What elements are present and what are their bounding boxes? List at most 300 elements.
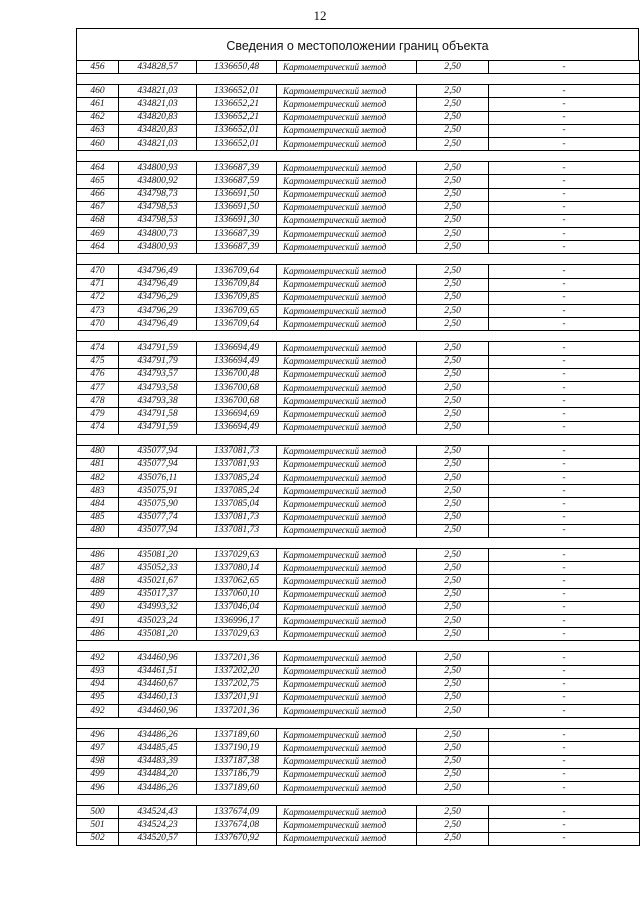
accuracy-cell: 2,50 <box>417 85 489 98</box>
table-row <box>77 729 640 742</box>
y-coordinate-cell: 1337085,24 <box>197 472 277 485</box>
y-coordinate-cell: 1337201,91 <box>197 691 277 704</box>
y-coordinate-cell: 1336687,59 <box>197 175 277 188</box>
x-coordinate-cell: 434486,26 <box>119 782 197 795</box>
description-cell: - <box>489 628 640 641</box>
point-number-cell: 480 <box>77 445 119 458</box>
point-number-cell: 478 <box>77 395 119 408</box>
accuracy-cell: 2,50 <box>417 318 489 331</box>
table-row <box>77 691 640 704</box>
method-cell: Картометрический метод <box>277 368 417 381</box>
description-cell: - <box>489 408 640 421</box>
accuracy-cell: 2,50 <box>417 408 489 421</box>
group-separator <box>77 641 640 652</box>
description-cell: - <box>489 395 640 408</box>
table-row <box>77 705 640 718</box>
table-row <box>77 201 640 214</box>
description-cell: - <box>489 228 640 241</box>
description-cell: - <box>489 188 640 201</box>
method-cell: Картометрический метод <box>277 188 417 201</box>
table-title: Сведения о местоположении границ объекта <box>76 28 639 60</box>
description-cell: - <box>489 265 640 278</box>
method-cell: Картометрический метод <box>277 214 417 227</box>
x-coordinate-cell: 434821,03 <box>119 137 197 150</box>
accuracy-cell: 2,50 <box>417 137 489 150</box>
method-cell: Картометрический метод <box>277 705 417 718</box>
y-coordinate-cell: 1337081,73 <box>197 524 277 537</box>
table-row <box>77 408 640 421</box>
point-number-cell: 501 <box>77 819 119 832</box>
description-cell: - <box>489 61 640 74</box>
table-row <box>77 318 640 331</box>
description-cell: - <box>489 85 640 98</box>
x-coordinate-cell: 434793,58 <box>119 381 197 394</box>
method-cell: Картометрический метод <box>277 381 417 394</box>
point-number-cell: 467 <box>77 201 119 214</box>
accuracy-cell: 2,50 <box>417 819 489 832</box>
accuracy-cell: 2,50 <box>417 162 489 175</box>
table-row <box>77 278 640 291</box>
accuracy-cell: 2,50 <box>417 472 489 485</box>
x-coordinate-cell: 435023,24 <box>119 614 197 627</box>
y-coordinate-cell: 1336691,30 <box>197 214 277 227</box>
accuracy-cell: 2,50 <box>417 498 489 511</box>
accuracy-cell: 2,50 <box>417 368 489 381</box>
accuracy-cell: 2,50 <box>417 614 489 627</box>
y-coordinate-cell: 1337081,73 <box>197 511 277 524</box>
description-cell: - <box>489 318 640 331</box>
x-coordinate-cell: 435075,90 <box>119 498 197 511</box>
point-number-cell: 492 <box>77 652 119 665</box>
description-cell: - <box>489 782 640 795</box>
description-cell: - <box>489 278 640 291</box>
y-coordinate-cell: 1336652,01 <box>197 124 277 137</box>
description-cell: - <box>489 549 640 562</box>
table-row <box>77 819 640 832</box>
point-number-cell: 479 <box>77 408 119 421</box>
x-coordinate-cell: 435077,94 <box>119 458 197 471</box>
description-cell: - <box>489 342 640 355</box>
method-cell: Картометрический метод <box>277 201 417 214</box>
accuracy-cell: 2,50 <box>417 729 489 742</box>
y-coordinate-cell: 1336650,48 <box>197 61 277 74</box>
point-number-cell: 487 <box>77 562 119 575</box>
accuracy-cell: 2,50 <box>417 175 489 188</box>
point-number-cell: 460 <box>77 137 119 150</box>
accuracy-cell: 2,50 <box>417 652 489 665</box>
y-coordinate-cell: 1337674,08 <box>197 819 277 832</box>
method-cell: Картометрический метод <box>277 614 417 627</box>
x-coordinate-cell: 434520,57 <box>119 832 197 845</box>
x-coordinate-cell: 434800,93 <box>119 162 197 175</box>
page-number: 12 <box>313 8 327 23</box>
description-cell: - <box>489 214 640 227</box>
y-coordinate-cell: 1337186,79 <box>197 768 277 781</box>
y-coordinate-cell: 1336694,69 <box>197 408 277 421</box>
y-coordinate-cell: 1337085,24 <box>197 485 277 498</box>
description-cell: - <box>489 98 640 111</box>
accuracy-cell: 2,50 <box>417 291 489 304</box>
method-cell: Картометрический метод <box>277 628 417 641</box>
x-coordinate-cell: 434460,96 <box>119 652 197 665</box>
method-cell: Картометрический метод <box>277 691 417 704</box>
method-cell: Картометрический метод <box>277 278 417 291</box>
y-coordinate-cell: 1336652,21 <box>197 98 277 111</box>
y-coordinate-cell: 1337085,04 <box>197 498 277 511</box>
x-coordinate-cell: 435077,94 <box>119 524 197 537</box>
method-cell: Картометрический метод <box>277 511 417 524</box>
accuracy-cell: 2,50 <box>417 188 489 201</box>
method-cell: Картометрический метод <box>277 498 417 511</box>
y-coordinate-cell: 1337081,73 <box>197 445 277 458</box>
description-cell: - <box>489 768 640 781</box>
description-cell: - <box>489 614 640 627</box>
x-coordinate-cell: 435075,91 <box>119 485 197 498</box>
accuracy-cell: 2,50 <box>417 485 489 498</box>
x-coordinate-cell: 435076,11 <box>119 472 197 485</box>
table-row <box>77 228 640 241</box>
table-row <box>77 445 640 458</box>
table-row <box>77 175 640 188</box>
table-row <box>77 342 640 355</box>
point-number-cell: 486 <box>77 628 119 641</box>
y-coordinate-cell: 1336691,50 <box>197 201 277 214</box>
y-coordinate-cell: 1336694,49 <box>197 342 277 355</box>
point-number-cell: 482 <box>77 472 119 485</box>
table-row <box>77 628 640 641</box>
y-coordinate-cell: 1336709,85 <box>197 291 277 304</box>
x-coordinate-cell: 434800,73 <box>119 228 197 241</box>
description-cell: - <box>489 201 640 214</box>
point-number-cell: 475 <box>77 355 119 368</box>
method-cell: Картометрический метод <box>277 729 417 742</box>
description-cell: - <box>489 742 640 755</box>
table-row <box>77 111 640 124</box>
coordinates-table <box>76 60 640 846</box>
table-row <box>77 355 640 368</box>
table-row <box>77 188 640 201</box>
method-cell: Картометрический метод <box>277 485 417 498</box>
accuracy-cell: 2,50 <box>417 601 489 614</box>
method-cell: Картометрический метод <box>277 61 417 74</box>
table-row <box>77 291 640 304</box>
description-cell: - <box>489 445 640 458</box>
table-row <box>77 562 640 575</box>
method-cell: Картометрический метод <box>277 782 417 795</box>
x-coordinate-cell: 434793,57 <box>119 368 197 381</box>
description-cell: - <box>489 381 640 394</box>
table-row <box>77 98 640 111</box>
table-row <box>77 832 640 845</box>
point-number-cell: 469 <box>77 228 119 241</box>
x-coordinate-cell: 434820,83 <box>119 124 197 137</box>
x-coordinate-cell: 434796,29 <box>119 305 197 318</box>
y-coordinate-cell: 1336709,64 <box>197 265 277 278</box>
method-cell: Картометрический метод <box>277 445 417 458</box>
accuracy-cell: 2,50 <box>417 458 489 471</box>
accuracy-cell: 2,50 <box>417 549 489 562</box>
accuracy-cell: 2,50 <box>417 575 489 588</box>
x-coordinate-cell: 434791,59 <box>119 421 197 434</box>
table-row <box>77 472 640 485</box>
y-coordinate-cell: 1337202,20 <box>197 665 277 678</box>
description-cell: - <box>489 588 640 601</box>
group-separator <box>77 795 640 806</box>
x-coordinate-cell: 435081,20 <box>119 628 197 641</box>
point-number-cell: 490 <box>77 601 119 614</box>
y-coordinate-cell: 1336687,39 <box>197 241 277 254</box>
x-coordinate-cell: 434820,83 <box>119 111 197 124</box>
point-number-cell: 473 <box>77 305 119 318</box>
x-coordinate-cell: 434791,58 <box>119 408 197 421</box>
y-coordinate-cell: 1337060,10 <box>197 588 277 601</box>
accuracy-cell: 2,50 <box>417 201 489 214</box>
y-coordinate-cell: 1336652,21 <box>197 111 277 124</box>
accuracy-cell: 2,50 <box>417 228 489 241</box>
x-coordinate-cell: 434798,53 <box>119 201 197 214</box>
accuracy-cell: 2,50 <box>417 265 489 278</box>
group-separator <box>77 151 640 162</box>
table-row <box>77 421 640 434</box>
point-number-cell: 463 <box>77 124 119 137</box>
group-separator <box>77 718 640 729</box>
point-number-cell: 466 <box>77 188 119 201</box>
accuracy-cell: 2,50 <box>417 98 489 111</box>
point-number-cell: 496 <box>77 729 119 742</box>
description-cell: - <box>489 485 640 498</box>
description-cell: - <box>489 665 640 678</box>
x-coordinate-cell: 434821,03 <box>119 85 197 98</box>
table-row <box>77 85 640 98</box>
accuracy-cell: 2,50 <box>417 524 489 537</box>
x-coordinate-cell: 434798,53 <box>119 214 197 227</box>
method-cell: Картометрический метод <box>277 291 417 304</box>
y-coordinate-cell: 1337029,63 <box>197 628 277 641</box>
y-coordinate-cell: 1337187,38 <box>197 755 277 768</box>
x-coordinate-cell: 434483,39 <box>119 755 197 768</box>
method-cell: Картометрический метод <box>277 601 417 614</box>
table-row <box>77 588 640 601</box>
description-cell: - <box>489 652 640 665</box>
accuracy-cell: 2,50 <box>417 806 489 819</box>
method-cell: Картометрический метод <box>277 305 417 318</box>
point-number-cell: 481 <box>77 458 119 471</box>
description-cell: - <box>489 562 640 575</box>
x-coordinate-cell: 434460,67 <box>119 678 197 691</box>
x-coordinate-cell: 434800,93 <box>119 241 197 254</box>
description-cell: - <box>489 755 640 768</box>
accuracy-cell: 2,50 <box>417 355 489 368</box>
method-cell: Картометрический метод <box>277 665 417 678</box>
point-number-cell: 476 <box>77 368 119 381</box>
description-cell: - <box>489 575 640 588</box>
group-separator <box>77 331 640 342</box>
accuracy-cell: 2,50 <box>417 678 489 691</box>
method-cell: Картометрический метод <box>277 265 417 278</box>
y-coordinate-cell: 1336694,49 <box>197 355 277 368</box>
point-number-cell: 489 <box>77 588 119 601</box>
point-number-cell: 480 <box>77 524 119 537</box>
x-coordinate-cell: 434461,51 <box>119 665 197 678</box>
x-coordinate-cell: 434460,96 <box>119 705 197 718</box>
method-cell: Картометрический метод <box>277 458 417 471</box>
table-row <box>77 742 640 755</box>
description-cell: - <box>489 819 640 832</box>
y-coordinate-cell: 1337080,14 <box>197 562 277 575</box>
y-coordinate-cell: 1336700,68 <box>197 395 277 408</box>
boundary-coordinates-sheet <box>76 28 639 846</box>
description-cell: - <box>489 458 640 471</box>
table-row <box>77 768 640 781</box>
description-cell: - <box>489 524 640 537</box>
method-cell: Картометрический метод <box>277 806 417 819</box>
x-coordinate-cell: 435021,67 <box>119 575 197 588</box>
y-coordinate-cell: 1337674,09 <box>197 806 277 819</box>
group-separator <box>77 74 640 85</box>
point-number-cell: 474 <box>77 342 119 355</box>
y-coordinate-cell: 1337189,60 <box>197 729 277 742</box>
method-cell: Картометрический метод <box>277 652 417 665</box>
point-number-cell: 500 <box>77 806 119 819</box>
accuracy-cell: 2,50 <box>417 381 489 394</box>
method-cell: Картометрический метод <box>277 472 417 485</box>
point-number-cell: 462 <box>77 111 119 124</box>
method-cell: Картометрический метод <box>277 678 417 691</box>
description-cell: - <box>489 305 640 318</box>
x-coordinate-cell: 434993,32 <box>119 601 197 614</box>
table-row <box>77 614 640 627</box>
point-number-cell: 456 <box>77 61 119 74</box>
x-coordinate-cell: 435081,20 <box>119 549 197 562</box>
description-cell: - <box>489 472 640 485</box>
point-number-cell: 488 <box>77 575 119 588</box>
accuracy-cell: 2,50 <box>417 421 489 434</box>
method-cell: Картометрический метод <box>277 588 417 601</box>
method-cell: Картометрический метод <box>277 768 417 781</box>
y-coordinate-cell: 1336700,68 <box>197 381 277 394</box>
method-cell: Картометрический метод <box>277 421 417 434</box>
point-number-cell: 464 <box>77 162 119 175</box>
point-number-cell: 461 <box>77 98 119 111</box>
description-cell: - <box>489 162 640 175</box>
description-cell: - <box>489 368 640 381</box>
y-coordinate-cell: 1336709,64 <box>197 318 277 331</box>
y-coordinate-cell: 1336709,65 <box>197 305 277 318</box>
description-cell: - <box>489 175 640 188</box>
table-row <box>77 575 640 588</box>
accuracy-cell: 2,50 <box>417 214 489 227</box>
x-coordinate-cell: 434485,45 <box>119 742 197 755</box>
point-number-cell: 465 <box>77 175 119 188</box>
table-row <box>77 395 640 408</box>
group-separator <box>77 434 640 445</box>
x-coordinate-cell: 434800,92 <box>119 175 197 188</box>
table-row <box>77 381 640 394</box>
method-cell: Картометрический метод <box>277 111 417 124</box>
method-cell: Картометрический метод <box>277 175 417 188</box>
x-coordinate-cell: 434484,20 <box>119 768 197 781</box>
point-number-cell: 464 <box>77 241 119 254</box>
y-coordinate-cell: 1337201,36 <box>197 705 277 718</box>
x-coordinate-cell: 434796,49 <box>119 318 197 331</box>
table-row <box>77 601 640 614</box>
y-coordinate-cell: 1336691,50 <box>197 188 277 201</box>
point-number-cell: 485 <box>77 511 119 524</box>
point-number-cell: 470 <box>77 318 119 331</box>
method-cell: Картометрический метод <box>277 575 417 588</box>
point-number-cell: 496 <box>77 782 119 795</box>
table-row <box>77 498 640 511</box>
description-cell: - <box>489 241 640 254</box>
table-row <box>77 549 640 562</box>
y-coordinate-cell: 1336700,48 <box>197 368 277 381</box>
method-cell: Картометрический метод <box>277 524 417 537</box>
point-number-cell: 492 <box>77 705 119 718</box>
point-number-cell: 468 <box>77 214 119 227</box>
method-cell: Картометрический метод <box>277 318 417 331</box>
point-number-cell: 460 <box>77 85 119 98</box>
accuracy-cell: 2,50 <box>417 305 489 318</box>
table-row <box>77 265 640 278</box>
point-number-cell: 474 <box>77 421 119 434</box>
y-coordinate-cell: 1337670,92 <box>197 832 277 845</box>
method-cell: Картометрический метод <box>277 342 417 355</box>
point-number-cell: 484 <box>77 498 119 511</box>
table-row <box>77 368 640 381</box>
y-coordinate-cell: 1337081,93 <box>197 458 277 471</box>
method-cell: Картометрический метод <box>277 549 417 562</box>
point-number-cell: 498 <box>77 755 119 768</box>
point-number-cell: 502 <box>77 832 119 845</box>
table-row <box>77 511 640 524</box>
table-row <box>77 485 640 498</box>
y-coordinate-cell: 1336652,01 <box>197 85 277 98</box>
x-coordinate-cell: 435077,74 <box>119 511 197 524</box>
description-cell: - <box>489 705 640 718</box>
method-cell: Картометрический метод <box>277 124 417 137</box>
x-coordinate-cell: 434524,43 <box>119 806 197 819</box>
table-row <box>77 241 640 254</box>
method-cell: Картометрический метод <box>277 562 417 575</box>
accuracy-cell: 2,50 <box>417 691 489 704</box>
method-cell: Картометрический метод <box>277 755 417 768</box>
group-separator <box>77 254 640 265</box>
y-coordinate-cell: 1336687,39 <box>197 162 277 175</box>
point-number-cell: 497 <box>77 742 119 755</box>
accuracy-cell: 2,50 <box>417 124 489 137</box>
y-coordinate-cell: 1337202,75 <box>197 678 277 691</box>
table-row <box>77 61 640 74</box>
accuracy-cell: 2,50 <box>417 278 489 291</box>
table-row <box>77 162 640 175</box>
x-coordinate-cell: 434460,13 <box>119 691 197 704</box>
x-coordinate-cell: 434798,73 <box>119 188 197 201</box>
point-number-cell: 494 <box>77 678 119 691</box>
description-cell: - <box>489 832 640 845</box>
point-number-cell: 477 <box>77 381 119 394</box>
table-row <box>77 665 640 678</box>
x-coordinate-cell: 435052,33 <box>119 562 197 575</box>
x-coordinate-cell: 434796,49 <box>119 278 197 291</box>
accuracy-cell: 2,50 <box>417 628 489 641</box>
table-row <box>77 124 640 137</box>
point-number-cell: 483 <box>77 485 119 498</box>
description-cell: - <box>489 601 640 614</box>
accuracy-cell: 2,50 <box>417 665 489 678</box>
accuracy-cell: 2,50 <box>417 755 489 768</box>
accuracy-cell: 2,50 <box>417 61 489 74</box>
group-separator <box>77 538 640 549</box>
